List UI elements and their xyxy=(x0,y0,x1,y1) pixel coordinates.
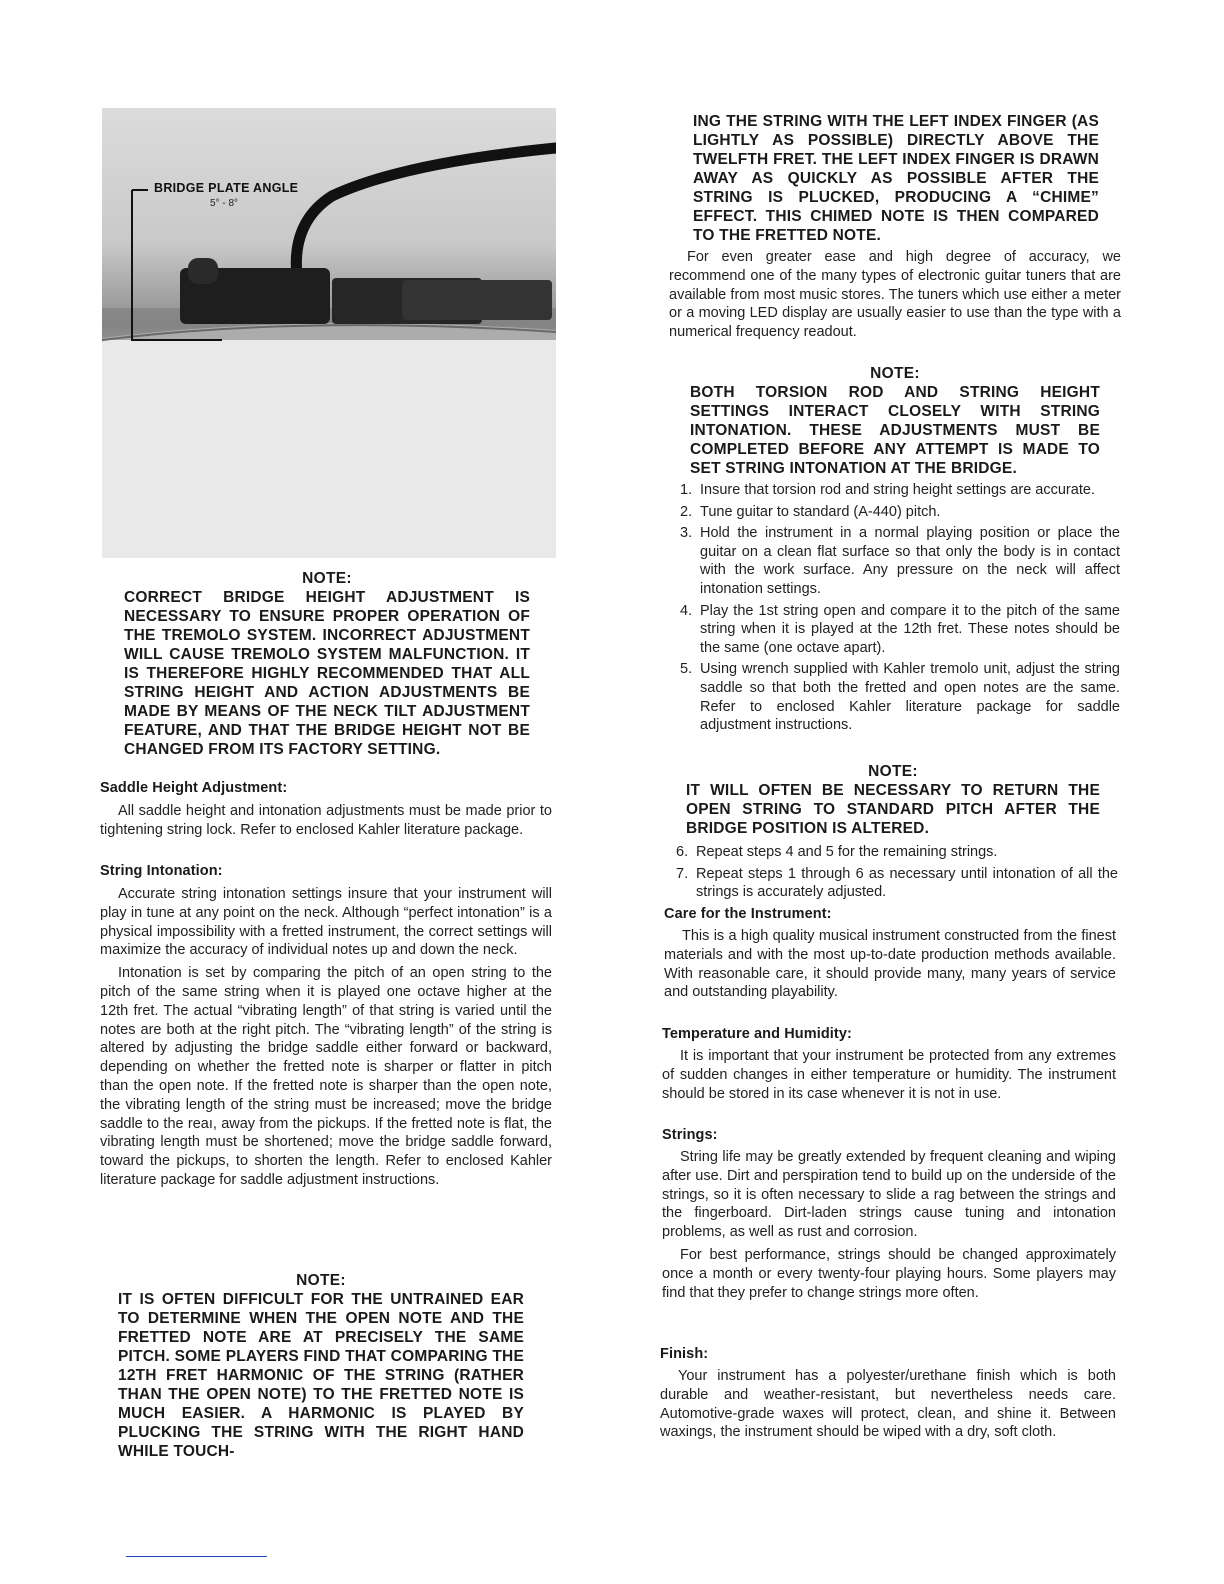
section-heading: Saddle Height Adjustment: xyxy=(100,780,288,796)
note-harmonic-continued xyxy=(693,112,1099,245)
note-body: CORRECT BRIDGE HEIGHT ADJUSTMENT IS NECESSARY TO ENSURE PROPER OPERATION OF THE TREMOLO SYSTEM. INCORRECT ADJUSTMENT WILL CAUSE TREMOLO SYSTEM MALFUNCTION. IT IS THEREFORE HIGHLY RECOMMENDED THAT ALL STRING HEIGHT AND ACTION ADJUSTMENTS BE MADE BY MEANS OF THE NECK TILT ADJUSTMENT FEATURE, AND THAT THE BRIDGE HEIGHT NOT BE CHANGED FROM ITS FACTORY SETTING. xyxy=(124,589,530,758)
section-heading: Temperature and Humidity: xyxy=(662,1026,852,1042)
section-string-intonation xyxy=(100,863,552,1190)
section-heading: Finish: xyxy=(660,1346,709,1362)
section-temperature xyxy=(662,1026,1116,1103)
list-item: 5. Using wrench supplied with Kahler tremolo unit, adjust the string saddle so that both the fretted and open notes are the same. Refer to enclosed Kahler literature package for saddle adjustment instructions. xyxy=(680,661,1120,734)
list-item: 4. Play the 1st string open and compare it to the pitch of the same string when it is played at the 12th fret. These notes should be the same (one octave apart). xyxy=(680,602,1120,656)
section-paragraph: It is important that your instrument be protected from any extremes of sudden changes in either temperature or humidity. The instrument should be stored in its case whenever it is not in use. xyxy=(662,1048,1116,1102)
intonation-steps-6-7 xyxy=(666,843,1118,905)
section-heading: Strings: xyxy=(662,1127,718,1143)
note-title: NOTE: xyxy=(868,763,918,780)
note-harmonic xyxy=(118,1272,524,1461)
section-paragraph: For even greater ease and high degree of accuracy, we recommend one of the many types of electronic guitar tuners that are available from most music stores. The tuners which use either a meter or a moving LED display are usually easier to use than the type with a numerical frequency readout. xyxy=(669,249,1121,341)
section-heading: Care for the Instrument: xyxy=(664,906,832,922)
section-saddle-height xyxy=(100,780,552,840)
note-body: BOTH TORSION ROD AND STRING HEIGHT SETTINGS INTERACT CLOSELY WITH STRING INTONATION. THESE ADJUSTMENTS MUST BE COMPLETED BEFORE ANY ATTEMPT IS MADE TO SET STRING INTONATION AT THE BRIDGE. xyxy=(690,384,1100,477)
section-paragraph: Your instrument has a polyester/urethane finish which is both durable and weather-resistant, but nevertheless needs care. Automotive-grade waxes will protect, clean, and shine it. Between waxings, the instrument should be wiped with a dry, soft cloth. xyxy=(660,1368,1116,1441)
footer-rule xyxy=(126,1556,267,1557)
intonation-steps-1-5 xyxy=(670,481,1120,738)
note-title: NOTE: xyxy=(302,570,352,587)
tuners-paragraph-block xyxy=(669,248,1121,342)
list-item: 6. Repeat steps 4 and 5 for the remaining strings. xyxy=(676,844,998,860)
section-heading: String Intonation: xyxy=(100,863,223,879)
section-finish xyxy=(660,1346,1116,1442)
section-strings xyxy=(662,1127,1116,1302)
bridge-photo xyxy=(102,108,556,558)
list-item: 1. Insure that torsion rod and string height settings are accurate. xyxy=(680,482,1095,498)
section-paragraph: Intonation is set by comparing the pitch of an open string to the pitch of the same string when it is played one octave higher at the 12th fret. The actual “vibrating length” of that string is varied until the notes are both at the right pitch. The “vibrating length” of the string is altered by adjusting the bridge saddle either forward or backward, depending on whether the fretted note is sharper or flatter in pitch than the open note. If the fretted note is sharper than the open note, the vibrating length of the string must be increased; move the bridge saddle to the reaı, away from the pickups. If the fretted note is flat, the vibrating length must be shortened; move the bridge saddle forward, toward the pickups, to shorten the length. Refer to enclosed Kahler literature package for saddle adjustment instructions. xyxy=(100,965,552,1188)
list-item: 7. Repeat steps 1 through 6 as necessary until intonation of all the strings is accurately adjusted. xyxy=(676,865,1118,901)
note-torsion-rod xyxy=(690,365,1100,478)
note-title: NOTE: xyxy=(870,365,920,382)
section-care xyxy=(664,906,1116,1002)
note-open-string xyxy=(686,763,1100,838)
list-item: 2. Tune guitar to standard (A-440) pitch. xyxy=(680,503,941,520)
bridge-photo-drawing xyxy=(102,108,556,558)
figure-label: BRIDGE PLATE ANGLE xyxy=(154,181,299,195)
note-bridge-height xyxy=(124,570,530,759)
list-item: 3. Hold the instrument in a normal playing position or place the guitar on a clean flat surface so that only the body is in contact with the work surface. Any pressure on the neck will affect intonation settings. xyxy=(680,525,1120,597)
section-paragraph: String life may be greatly extended by frequent cleaning and wiping after use. Dirt and perspiration tend to build up on the underside of the strings, so it is often necessary to slide a rag between the strings and the fingerboard. Dirt-laden strings cause tuning and intonation problems, as well as rust and corrosion. xyxy=(662,1149,1116,1241)
note-body: IT WILL OFTEN BE NECESSARY TO RETURN THE OPEN STRING TO STANDARD PITCH AFTER THE BRIDGE POSITION IS ALTERED. xyxy=(686,782,1100,837)
section-paragraph: For best performance, strings should be changed approximately once a month or every twenty-four playing hours. Some players may find that they prefer to change strings more often. xyxy=(662,1246,1116,1301)
note-title: NOTE: xyxy=(296,1272,346,1289)
note-body: ING THE STRING WITH THE LEFT INDEX FINGER (AS LIGHTLY AS POSSIBLE) DIRECTLY ABOVE THE TWELFTH FRET. THE LEFT INDEX FINGER IS DRAWN AWAY AS QUICKLY AS POSSIBLE AFTER THE STRING IS PLUCKED, PRODUCING A “CHIME” EFFECT. THIS CHIMED NOTE IS THEN COMPARED TO THE FRETTED NOTE. xyxy=(693,113,1099,244)
section-paragraph: This is a high quality musical instrument constructed from the finest materials and with the most up-to-date production methods available. With reasonable care, it should provide many, many years of service and outstanding playability. xyxy=(664,928,1116,1001)
section-paragraph: All saddle height and intonation adjustments must be made prior to tightening string lock. Refer to enclosed Kahler literature package. xyxy=(100,803,552,838)
figure-angle-label: 5° - 8° xyxy=(210,198,239,209)
note-body: IT IS OFTEN DIFFICULT FOR THE UNTRAINED EAR TO DETERMINE WHEN THE OPEN NOTE AND THE FRETTED NOTE ARE AT PRECISELY THE SAME PITCH. SOME PLAYERS FIND THAT COMPARING THE 12TH FRET HARMONIC OF THE STRING (RATHER THAN THE OPEN NOTE) TO THE FRETTED NOTE IS MUCH EASIER. A HARMONIC IS PLAYED BY PLUCKING THE STRING WITH THE RIGHT HAND WHILE TOUCH- xyxy=(118,1291,524,1460)
section-paragraph: Accurate string intonation settings insure that your instrument will play in tune at any point on the neck. Although “perfect intonation” is a physical impossibility with a fretted instrument, the correct settings will maximize the accuracy of individual notes up and down the neck. xyxy=(100,886,552,959)
